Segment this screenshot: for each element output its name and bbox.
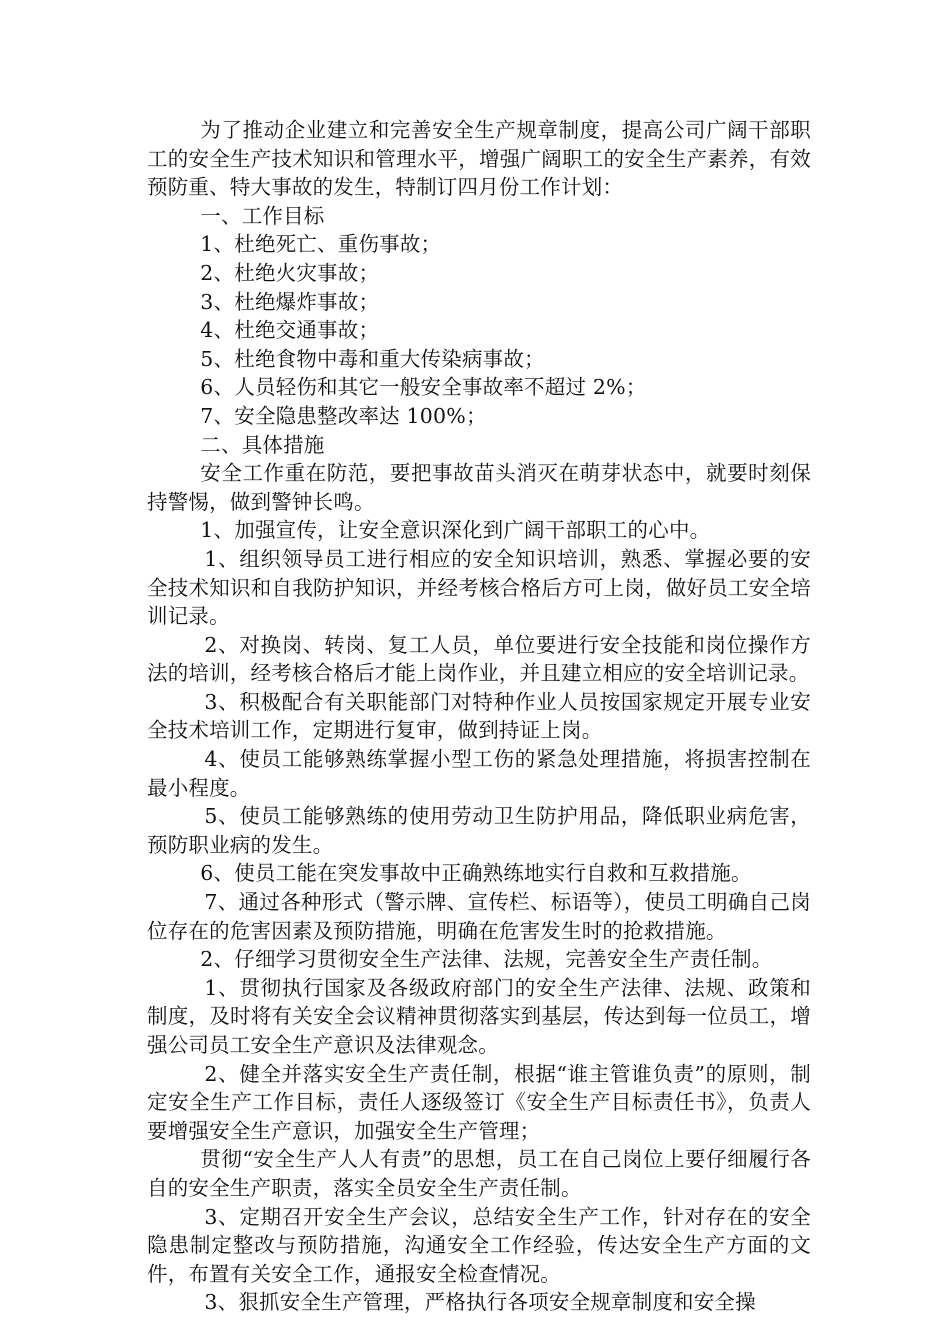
goal-item: 5、杜绝食物中毒和重大传染病事故；	[200, 346, 545, 371]
measure-item: 2、仔细学习贯彻安全生产法律、法规，完善安全生产责任制。	[200, 947, 773, 972]
measure-item: 3、狠抓安全生产管理，严格执行各项安全规章制度和安全操	[204, 1290, 756, 1315]
goal-item: 1、杜绝死亡、重伤事故；	[200, 232, 442, 257]
measure-subitem: 5、使员工能够熟练的使用劳动卫生防护用品，降低职业病危害，预防职业病的发生。	[147, 804, 811, 857]
document-body	[147, 116, 811, 1317]
body-paragraph: 贯彻“安全生产人人有责”的思想，员工在自己岗位上要仔细履行各自的安全生产职责，落实全员安全生产责任制。	[147, 1147, 811, 1200]
section-heading-measures: 二、具体措施	[200, 432, 325, 457]
measure-subitem: 3、定期召开安全生产会议，总结安全生产工作，针对存在的安全隐患制定整改与预防措施，沟通安全工作经验，传达安全生产方面的文件，布置有关安全工作，通报安全检查情况。	[147, 1204, 811, 1286]
measure-subitem: 6、使员工能在突发事故中正确熟练地实行自救和互救措施。	[200, 861, 752, 886]
measure-subitem: 3、积极配合有关职能部门对特种作业人员按国家规定开展专业安全技术培训工作，定期进行复审，做到持证上岗。	[147, 689, 811, 743]
goal-item: 6、人员轻伤和其它一般安全事故率不超过 2%；	[200, 375, 647, 400]
measure-subitem: 4、使员工能够熟练掌握小型工伤的紧急处理措施，将损害控制在最小程度。	[147, 747, 811, 800]
measure-subitem: 2、健全并落实安全生产责任制，根据“谁主管谁负责”的原则，制定安全生产工作目标，责任人逐级签订《安全生产目标责任书》，负责人要增强安全生产意识，加强安全生产管理；	[147, 1061, 811, 1143]
measure-subitem: 1、组织领导员工进行相应的安全知识培训，熟悉、掌握必要的安全技术知识和自我防护知识，并经考核合格后方可上岗，做好员工安全培训记录。	[147, 546, 811, 629]
measure-subitem: 1、贯彻执行国家及各级政府部门的安全生产法律、法规、政策和制度，及时将有关安全会议精神贯彻落实到基层，传达到每一位员工，增强公司员工安全生产意识及法律观念。	[147, 975, 811, 1057]
measure-subitem: 7、通过各种形式（警示牌、宣传栏、标语等），使员工明确自己岗位存在的危害因素及预防措施，明确在危害发生时的抢救措施。	[147, 890, 811, 943]
measure-item: 1、加强宣传，让安全意识深化到广阔干部职工的心中。	[200, 518, 711, 543]
goal-item: 4、杜绝交通事故；	[200, 318, 380, 343]
goal-item: 3、杜绝爆炸事故；	[200, 289, 380, 314]
intro-paragraph: 为了推动企业建立和完善安全生产规章制度，提高公司广阔干部职工的安全生产技术知识和管理水平，增强广阔职工的安全生产素养，有效预防重、特大事故的发生，特制订四月份工作计划：	[147, 118, 811, 200]
section-heading-goals: 一、工作目标	[200, 203, 325, 228]
measures-intro-paragraph: 安全工作重在防范，要把事故苗头消灭在萌芽状态中，就要时刻保持警惕，做到警钟长鸣。	[147, 461, 811, 514]
measure-subitem: 2、对换岗、转岗、复工人员，单位要进行安全技能和岗位操作方法的培训，经考核合格后才能上岗作业，并且建立相应的安全培训记录。	[147, 632, 811, 686]
goal-item: 7、安全隐患整改率达 100%；	[200, 403, 487, 428]
goal-item: 2、杜绝火灾事故；	[200, 260, 380, 285]
